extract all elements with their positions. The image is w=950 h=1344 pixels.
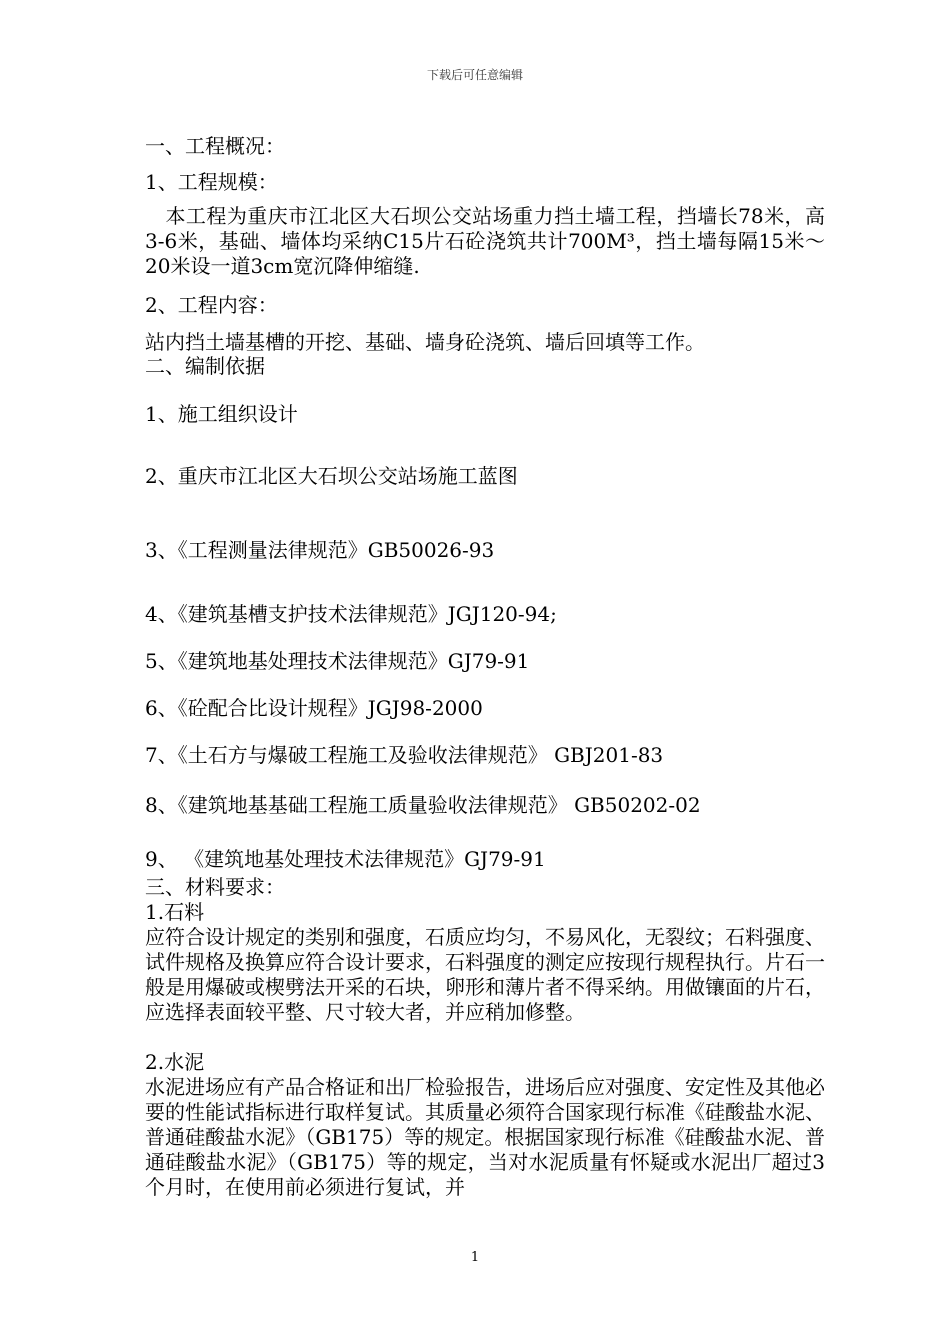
section-1-title: 一、工程概况： [145, 134, 285, 158]
basis-item-1: 1、施工组织设计 [145, 402, 298, 426]
section-1-sub1-title: 1、工程规模： [145, 170, 278, 194]
stone-text: 应符合设计规定的类别和强度，石质应均匀，不易风化，无裂纹；石料强度、试件规格及换算应符合设计要求，石料强度的测定应按现行规程执行。片石一般是用爆破或楔劈法开采的石块，卵形和薄片者不得采纳。用做镶面的片石，应选择表面较平整、尺寸较大者，并应稍加修整。 [145, 925, 825, 1024]
section-1-sub2-text: 站内挡土墙基槽的开挖、基础、墙身砼浇筑、墙后回填等工作。 [145, 330, 705, 354]
basis-item-9: 9、 《建筑地基处理技术法律规范》GJ79-91 [145, 847, 546, 871]
cement-text: 水泥进场应有产品合格证和出厂检验报告，进场后应对强度、安定性及其他必要的性能试指标进行取样复试。其质量必须符合国家现行标准《硅酸盐水泥、普通硅酸盐水泥》（GB175）等的规定。根据国家现行标准《硅酸盐水泥、普通硅酸盐水泥》（GB175）等的规定，当对水泥质量有怀疑或水泥出厂超过3个月时，在使用前必须进行复试，并 [145, 1075, 825, 1199]
basis-item-3: 3、《工程测量法律规范》GB50026-93 [145, 538, 495, 562]
basis-item-7: 7、《土石方与爆破工程施工及验收法律规范》 GBJ201-83 [145, 743, 664, 767]
section-2-title: 二、编制依据 [145, 354, 265, 378]
section-3-title: 三、材料要求： [145, 875, 285, 899]
basis-item-4: 4、《建筑基槽支护技术法律规范》JGJ120-94; [145, 602, 557, 626]
page-header: 下载后可任意编辑 [426, 68, 523, 82]
basis-item-8: 8、《建筑地基基础工程施工质量验收法律规范》 GB50202-02 [145, 793, 701, 817]
section-1-sub2-title: 2、工程内容： [145, 293, 278, 317]
page-number: 1 [470, 1250, 480, 1265]
basis-item-6: 6、《砼配合比设计规程》JGJ98-2000 [145, 696, 483, 720]
section-1-sub1-text: 本工程为重庆市江北区大石坝公交站场重力挡土墙工程，挡墙长78米，高3-6米，基础、墙体均采纳C15片石砼浇筑共计700M³，挡土墙每隔15米～20米设一道3cm宽沉降伸缩缝. [145, 204, 825, 278]
basis-item-2: 2、重庆市江北区大石坝公交站场施工蓝图 [145, 464, 518, 488]
stone-title: 1.石料 [145, 900, 205, 924]
basis-item-5: 5、《建筑地基处理技术法律规范》GJ79-91 [145, 649, 530, 673]
cement-title: 2.水泥 [145, 1050, 205, 1074]
